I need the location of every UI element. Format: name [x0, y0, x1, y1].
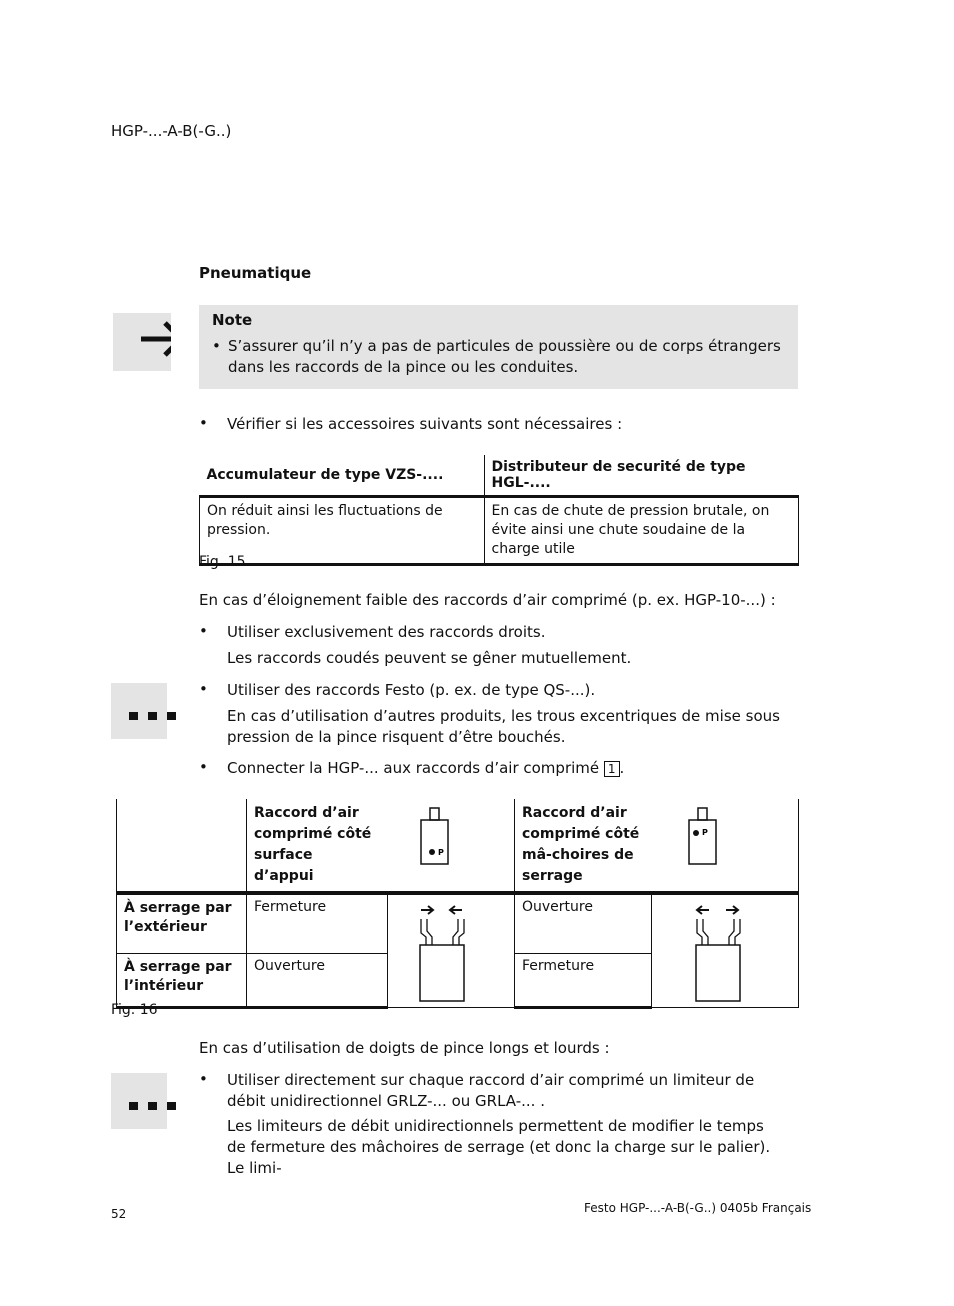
table-cell: On réduit ainsi les fluctuations de pression.	[200, 497, 485, 565]
bullet-subtext: Les limiteurs de débit unidirectionnels permettent de modifier le temps de fermeture des mâchoires de serrage (et donc la charge sur le palier). Le limi-	[227, 1117, 771, 1177]
table-cell: Fermeture	[247, 893, 388, 954]
connection-table	[116, 799, 799, 1009]
table-header: Raccord d’air comprimé côté mâ-choires de serrage	[522, 805, 640, 884]
note-box	[199, 305, 798, 389]
note-text: S’assurer qu’il n’y a pas de particules de poussière ou de corps étrangers dans les raccords de la pince ou les conduites.	[228, 337, 781, 376]
gripper-closing-icon	[416, 905, 471, 1003]
check-text: Vérifier si les accessoires suivants sont nécessaires :	[227, 415, 623, 433]
row-label: À serrage par l’intérieur	[117, 954, 247, 1008]
bullet-text: Utiliser exclusivement des raccords droits.	[227, 623, 546, 641]
bullet: •	[199, 758, 208, 776]
table-cell: Ouverture	[515, 893, 652, 954]
bullet-subtext: En cas d’utilisation d’autres produits, les trous excentriques de mise sous pression de la pince risquent d’être bouchés.	[227, 707, 780, 746]
table-cell: Ouverture	[247, 954, 388, 1008]
paragraph: En cas d’utilisation de doigts de pince longs et lourds :	[199, 1039, 610, 1057]
port-jaw-icon	[687, 807, 719, 865]
section-title: Pneumatique	[199, 264, 312, 282]
svg-text:P: P	[702, 828, 708, 837]
table-header: Raccord d’air comprimé côté surface d’appui	[254, 805, 372, 884]
bullet-text: Utiliser directement sur chaque raccord d’air comprimé un limiteur de débit unidirectionnel GRLZ-... ou GRLA-... .	[227, 1071, 755, 1110]
page-number: 52	[111, 1207, 127, 1221]
svg-text:P: P	[438, 848, 444, 857]
row-label: À serrage par l’extérieur	[117, 893, 247, 954]
figure-caption: Fig. 15	[199, 554, 246, 570]
table-header: Accumulateur de type VZS-....	[200, 455, 485, 497]
bullet: •	[199, 1070, 208, 1088]
table-cell: Fermeture	[515, 954, 652, 1008]
note-title: Note	[212, 311, 253, 329]
accessories-table	[199, 455, 799, 566]
figure-caption: Fig. 16	[111, 1002, 158, 1018]
bullet-subtext: Les raccords coudés peuvent se gêner mutuellement.	[227, 649, 632, 667]
bullet: •	[199, 414, 208, 432]
gripper-opening-icon	[692, 905, 747, 1003]
arrow-right-icon	[113, 313, 171, 371]
table-cell: En cas de chute de pression brutale, on évite ainsi une chute soudaine de la charge utile	[484, 497, 799, 565]
bullet: •	[199, 680, 208, 698]
table-header: Distributeur de securité de type HGL-....	[484, 455, 799, 497]
dots-icon	[111, 1073, 167, 1129]
bullet: •	[212, 337, 221, 355]
dots-icon	[111, 683, 167, 739]
document-header: HGP-...-A-B(-G..)	[111, 122, 232, 140]
footer-text: Festo HGP-...-A-B(-G..) 0405b Français	[584, 1201, 812, 1215]
reference-box: 1	[604, 761, 620, 777]
table-corner	[117, 799, 247, 893]
bullet-text: Connecter la HGP-... aux raccords d’air comprimé	[227, 759, 600, 777]
bullet-text: Utiliser des raccords Festo (p. ex. de type QS-...).	[227, 681, 596, 699]
port-base-icon	[419, 807, 451, 865]
bullet-end: .	[619, 759, 625, 777]
paragraph: En cas d’éloignement faible des raccords d’air comprimé (p. ex. HGP-10-...) :	[199, 591, 776, 609]
bullet: •	[199, 622, 208, 640]
